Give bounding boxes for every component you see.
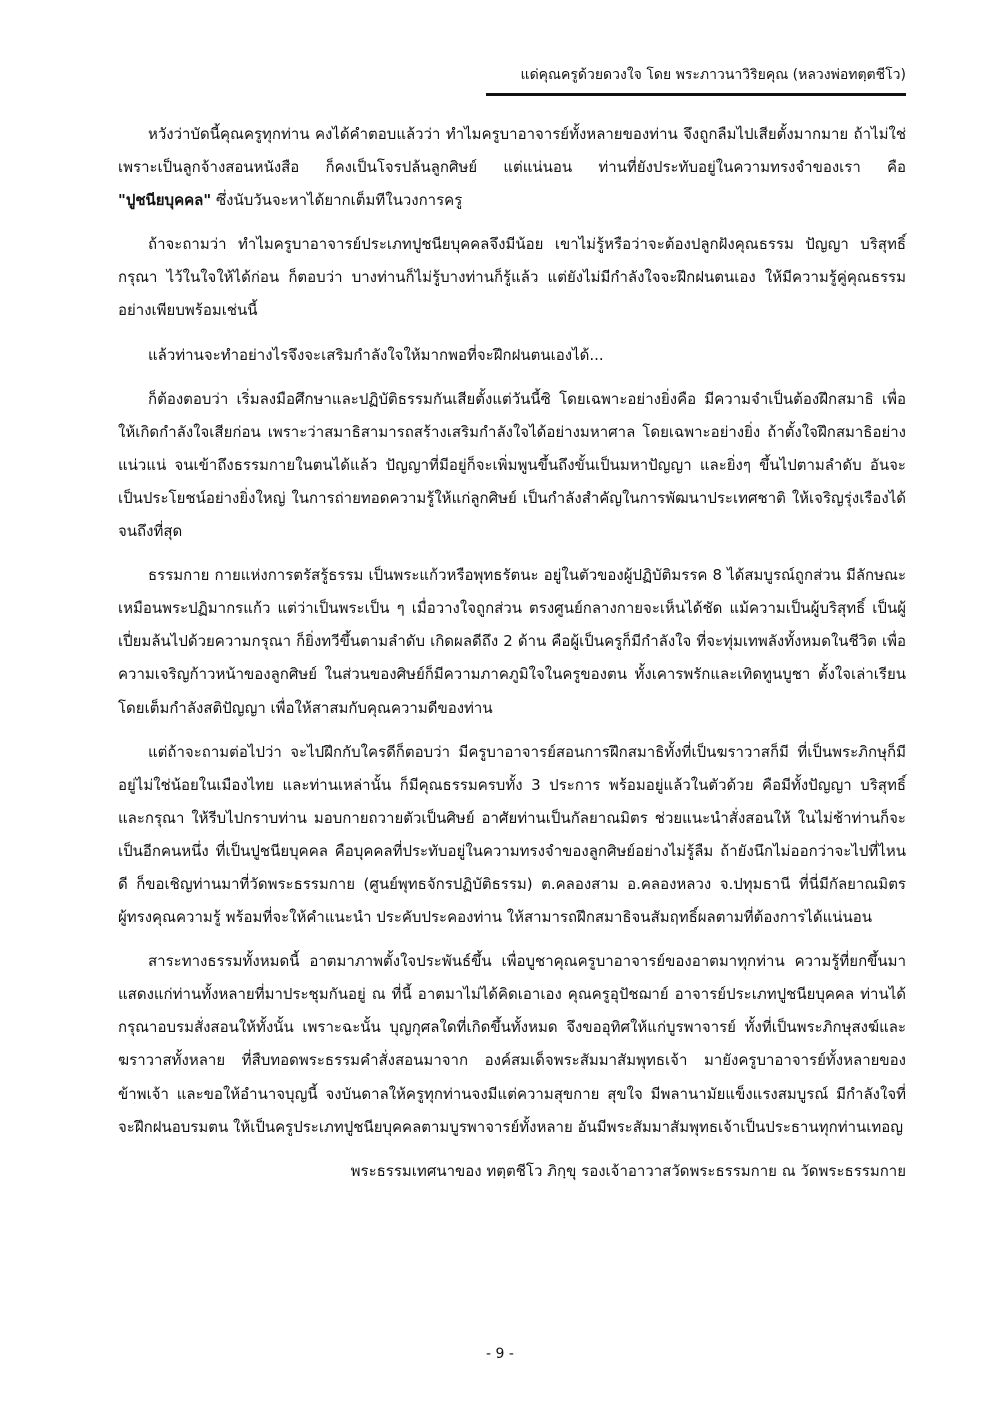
signature-line: พระธรรมเทศนาของ ทตฺตชีโว ภิกฺขุ รองเจ้าอาวาสวัดพระธรรมกาย ณ วัดพระธรรมกาย (350, 1161, 906, 1180)
header-rule (486, 93, 906, 96)
paragraph-7: สาระทางธรรมทั้งหมดนี้ อาตมาภาพตั้งใจประพันธ์ขึ้น เพื่อบูชาคุณครูบาอาจารย์ของอาตมาทุกท่าน ความรู้ที่ยกขึ้นมาแสดงแก่ท่านทั้งหลายที่มาประชุมกันอยู่ ณ ที่นี้ อาตมาไม่ได้คิดเอาเอง คุณครูอุปัชฌาย์ อาจารย์ประเภทปูชนียบุคคล ท่านได้กรุณาอบรมสั่งสอนให้ทั้งนั้น เพราะฉะนั้น บุญกุศลใดที่เกิดขึ้นทั้งหมด จึงขออุทิศให้แก่บูรพาจารย์ ทั้งที่เป็นพระภิกษุสงฆ์และฆราวาสทั้งหลาย ที่สืบทอดพระธรรมคำสั่งสอนมาจาก องค์สมเด็จพระสัมมาสัมพุทธเจ้า มายังครูบาอาจารย์ทั้งหลายของข้าพเจ้า และขอให้อำนาจบุญนี้ จงบันดาลให้ครูทุกท่านจงมีแต่ความสุขกาย สุขใจ มีพลานามัยแข็งแรงสมบูรณ์ มีกำลังใจที่จะฝึกฝนอบรมตน ให้เป็นครูประเภทปูชนียบุคคลตามบูรพาจารย์ทั้งหลาย อันมีพระสัมมาสัมพุทธเจ้าเป็นประธานทุกท่านเทอญ (118, 952, 906, 1136)
emphasis-term: "ปูชนียบุคคล" (118, 191, 212, 210)
running-header: แด่คุณครูด้วยดวงใจ โดย พระภาวนาวิริยคุณ (หลวงพ่อทตฺตชีโว) (520, 67, 906, 83)
paragraph-3: แล้วท่านจะทำอย่างไรจึงจะเสริมกำลังใจให้มากพอที่จะฝึกฝนตนเองได้... (148, 345, 604, 364)
paragraph-2: ถ้าจะถามว่า ทำไมครูบาอาจารย์ประเภทปูชนียบุคคลจึงมีน้อย เขาไม่รู้หรือว่าจะต้องปลูกฝังคุณธรรม ปัญญา บริสุทธิ์ กรุณา ไว้ในใจให้ได้ก่อน ก็ตอบว่า บางท่านก็ไม่รู้บางท่านก็รู้แล้ว แต่ยังไม่มีกำลังใจจะฝึกฝนตนเอง ให้มีความรู้คู่คุณธรรมอย่างเพียบพร้อมเช่นนี้ (118, 235, 906, 320)
paragraph-1 (118, 118, 906, 217)
paragraph-6: แต่ถ้าจะถามต่อไปว่า จะไปฝึกกับใครดีก็ตอบว่า มีครูบาอาจารย์สอนการฝึกสมาธิทั้งที่เป็นฆราวาสก็มี ที่เป็นพระภิกษุก็มีอยู่ไม่ใช่น้อยในเมืองไทย และท่านเหล่านั้น ก็มีคุณธรรมครบทั้ง 3 ประการ พร้อมอยู่แล้วในตัวด้วย คือมีทั้งปัญญา บริสุทธิ์ และกรุณา ให้รีบไปกราบท่าน มอบกายถวายตัวเป็นศิษย์ อาศัยท่านเป็นกัลยาณมิตร ช่วยแนะนำสั่งสอนให้ ในไม่ช้าท่านก็จะเป็นอีกคนหนึ่ง ที่เป็นปูชนียบุคคล คือบุคคลที่ประทับอยู่ในความทรงจำของลูกศิษย์อย่างไม่รู้ลืม ถ้ายังนึกไม่ออกว่าจะไปที่ไหนดี ก็ขอเชิญท่านมาที่วัดพระธรรมกาย (ศูนย์พุทธจักรปฏิบัติธรรม) ต.คลองสาม อ.คลองหลวง จ.ปทุมธานี ที่นี่มีกัลยาณมิตรผู้ทรงคุณความรู้ พร้อมที่จะให้คำแนะนำ ประคับประคองท่าน ให้สามารถฝึกสมาธิจนสัมฤทธิ์ผลตามที่ต้องการได้แน่นอน (118, 742, 906, 927)
paragraph-1-lead: หวังว่าบัดนี้คุณครูทุกท่าน คงได้คำตอบแล้วว่า ทำไมครูบาอาจารย์ทั้งหลายของท่าน จึงถูกลืมไปเสียตั้งมากมาย ถ้าไม่ใช่เพราะเป็นลูกจ้างสอนหนังสือ ก็คงเป็นโจรปล้นลูกศิษย์ แต่แน่นอน ท่านที่ยังประทับอยู่ในความทรงจำของเรา คือ (118, 125, 906, 177)
paragraph-5: ธรรมกาย กายแห่งการตรัสรู้ธรรม เป็นพระแก้วหรือพุทธรัตนะ อยู่ในตัวของผู้ปฏิบัติมรรค 8 ได้สมบูรณ์ถูกส่วน มีลักษณะเหมือนพระปฏิมากรแก้ว แต่ว่าเป็นพระเป็น ๆ เมื่อวางใจถูกส่วน ตรงศูนย์กลางกายจะเห็นได้ชัด แม้ความเป็นผู้บริสุทธิ์ เป็นผู้เปี่ยมล้นไปด้วยความกรุณา ก็ยิ่งทวีขึ้นตามลำดับ เกิดผลดีถึง 2 ด้าน คือผู้เป็นครูก็มีกำลังใจ ที่จะทุ่มเทพลังทั้งหมดในชีวิต เพื่อความเจริญก้าวหน้าของลูกศิษย์ ในส่วนของศิษย์ก็มีความภาคภูมิใจในครูของตน ทั้งเคารพรักและเทิดทูนบูชา ตั้งใจเล่าเรียนโดยเต็มกำลังสติปัญญา เพื่อให้สาสมกับคุณความดีของท่าน (118, 566, 906, 717)
paragraph-1-tail: ซึ่งนับวันจะหาได้ยากเต็มทีในวงการครู (211, 191, 463, 210)
page-number: - 9 - (486, 1346, 514, 1362)
paragraph-4: ก็ต้องตอบว่า เริ่มลงมือศึกษาและปฏิบัติธรรมกันเสียตั้งแต่วันนี้ซิ โดยเฉพาะอย่างยิ่งคือ มีความจำเป็นต้องฝึกสมาธิ เพื่อให้เกิดกำลังใจเสียก่อน เพราะว่าสมาธิสามารถสร้างเสริมกำลังใจได้อย่างมหาศาล โดยเฉพาะอย่างยิ่ง ถ้าตั้งใจฝึกสมาธิอย่างแน่วแน่ จนเข้าถึงธรรมกายในตนได้แล้ว ปัญญาที่มีอยู่ก็จะเพิ่มพูนขึ้นถึงขั้นเป็นมหาปัญญา และยิ่งๆ ขึ้นไปตามลำดับ อันจะเป็นประโยชน์อย่างยิ่งใหญ่ ในการถ่ายทอดความรู้ให้แก่ลูกศิษย์ เป็นกำลังสำคัญในการพัฒนาประเทศชาติ ให้เจริญรุ่งเรืองได้จนถึงที่สุด (118, 389, 906, 541)
page-body (118, 118, 906, 1188)
